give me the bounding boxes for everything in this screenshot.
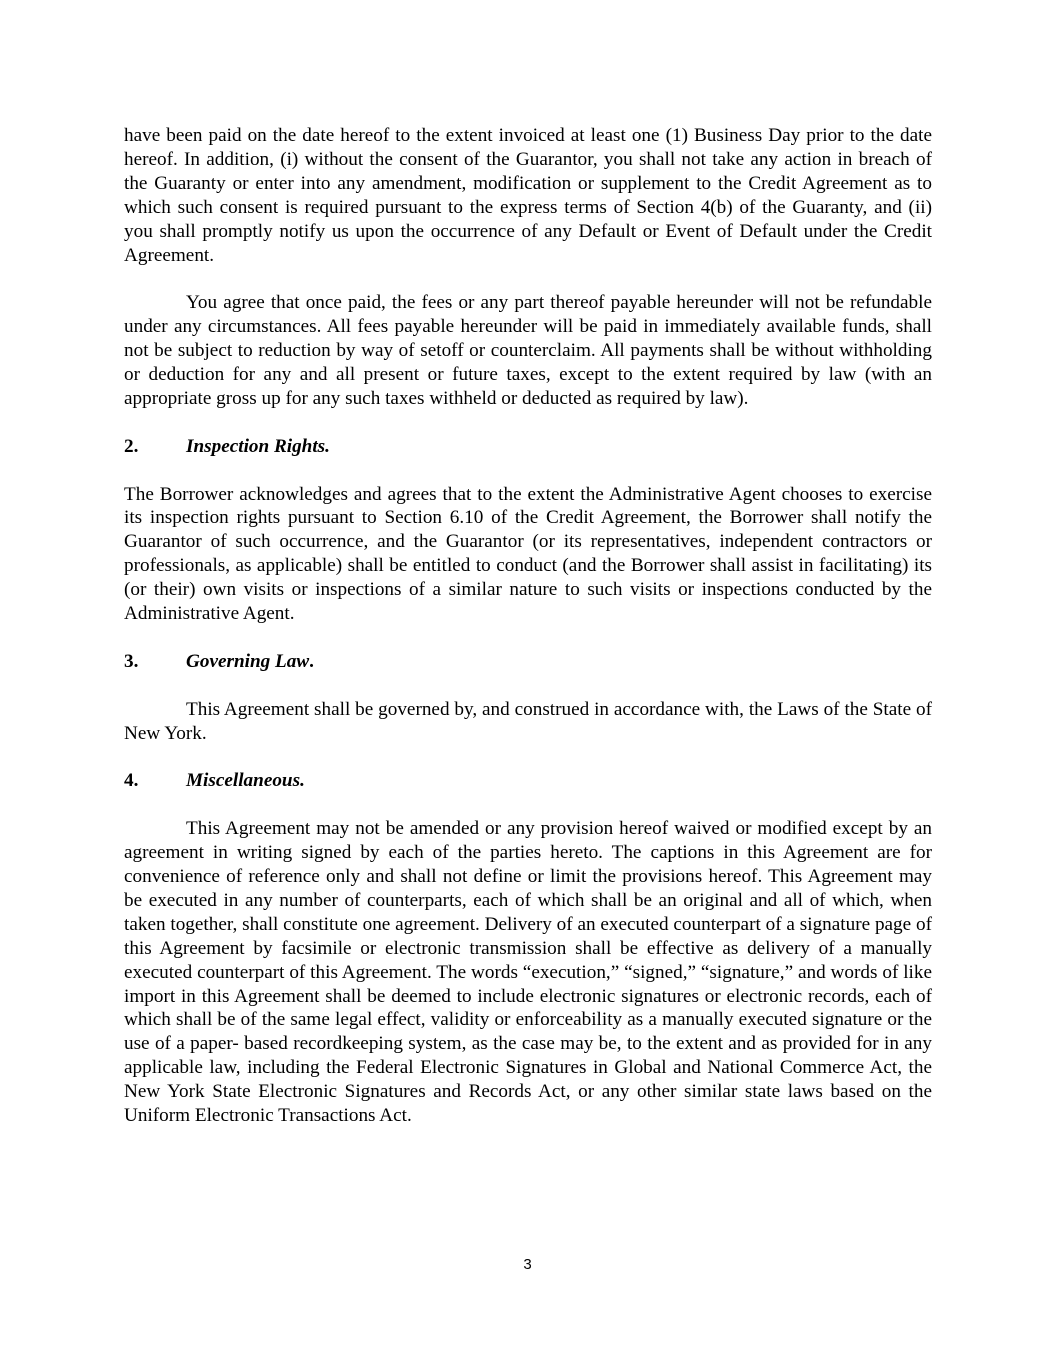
page-number: 3 xyxy=(523,1256,532,1273)
section-heading-inspection-rights xyxy=(124,435,932,459)
section-title-wrapper xyxy=(186,650,314,674)
section-number: 3. xyxy=(124,650,139,672)
section-body-inspection-rights: The Borrower acknowledges and agrees that to the extent the Administrative Agent chooses to exercise its inspection rights pursuant to Section 6.10 of the Credit Agreement, the Borrower shall notify the Guarantor of such occurrence, and the Guarantor (or its representatives, independent contractors or professionals, as applicable) shall be entitled to conduct (and the Borrower shall assist in facilitating) its (or their) own visits or inspections of a similar nature to such visits or inspections conducted by the Administrative Agent. xyxy=(124,483,932,625)
section-body-miscellaneous: This Agreement may not be amended or any provision hereof waived or modified except by an agreement in writing signed by each of the parties hereto. The captions in this Agreement are for convenience of reference only and shall not define or limit the provisions hereof. This Agreement may be executed in any number of counterparts, each of which shall be an original and all of which, when taken together, shall constitute one agreement. Delivery of an executed counterpart of a signature page of this Agreement by facsimile or electronic transmission shall be effective as delivery of a manually executed counterpart of this Agreement. The words “execution,” “signed,” “signature,” and words of like import in this Agreement shall be deemed to include electronic signatures or electronic records, each of which shall be of the same legal effect, validity or enforceability as a manually executed signature or the use of a paper- based recordkeeping system, as the case may be, to the extent and as provided for in any applicable law, including the Federal Electronic Signatures in Global and National Commerce Act, the New York State Electronic Signatures and Records Act, or any other similar state laws based on the Uniform Electronic Transactions Act. xyxy=(124,818,932,1127)
section-number: 4. xyxy=(124,770,139,792)
document-page xyxy=(124,124,932,1152)
section-body-governing-law: This Agreement shall be governed by, and construed in accordance with, the Laws of the State of New York. xyxy=(124,698,932,744)
paragraph-fees-refundable: You agree that once paid, the fees or any part thereof payable hereunder will not be refundable under any circumstances. All fees payable hereunder will be paid in immediately available funds, shall not be subject to reduction by way of setoff or counterclaim. All payments shall be without withholding or deduction for any and all present or future taxes, except to the extent required by law (with an appropriate gross up for any such taxes withheld or deducted as required by law). xyxy=(124,292,932,409)
section-heading-governing-law xyxy=(124,650,932,674)
section-title-period: . xyxy=(309,650,314,672)
section-title: Governing Law xyxy=(186,650,310,672)
section-title: Inspection Rights. xyxy=(186,435,330,457)
section-title: Miscellaneous. xyxy=(186,770,305,792)
paragraph-fees-continued: have been paid on the date hereof to the extent invoiced at least one (1) Business Day prior to the date hereof. In addition, (i) without the consent of the Guarantor, you shall not take any action in breach of the Guaranty or enter into any amendment, modification or supplement to the Credit Agreement as to which such consent is required pursuant to the express terms of Section 4(b) of the Guaranty, and (ii) you shall promptly notify us upon the occurrence of any Default or Event of Default under the Credit Agreement. xyxy=(124,125,932,266)
section-number: 2. xyxy=(124,435,139,457)
section-heading-miscellaneous xyxy=(124,769,932,793)
